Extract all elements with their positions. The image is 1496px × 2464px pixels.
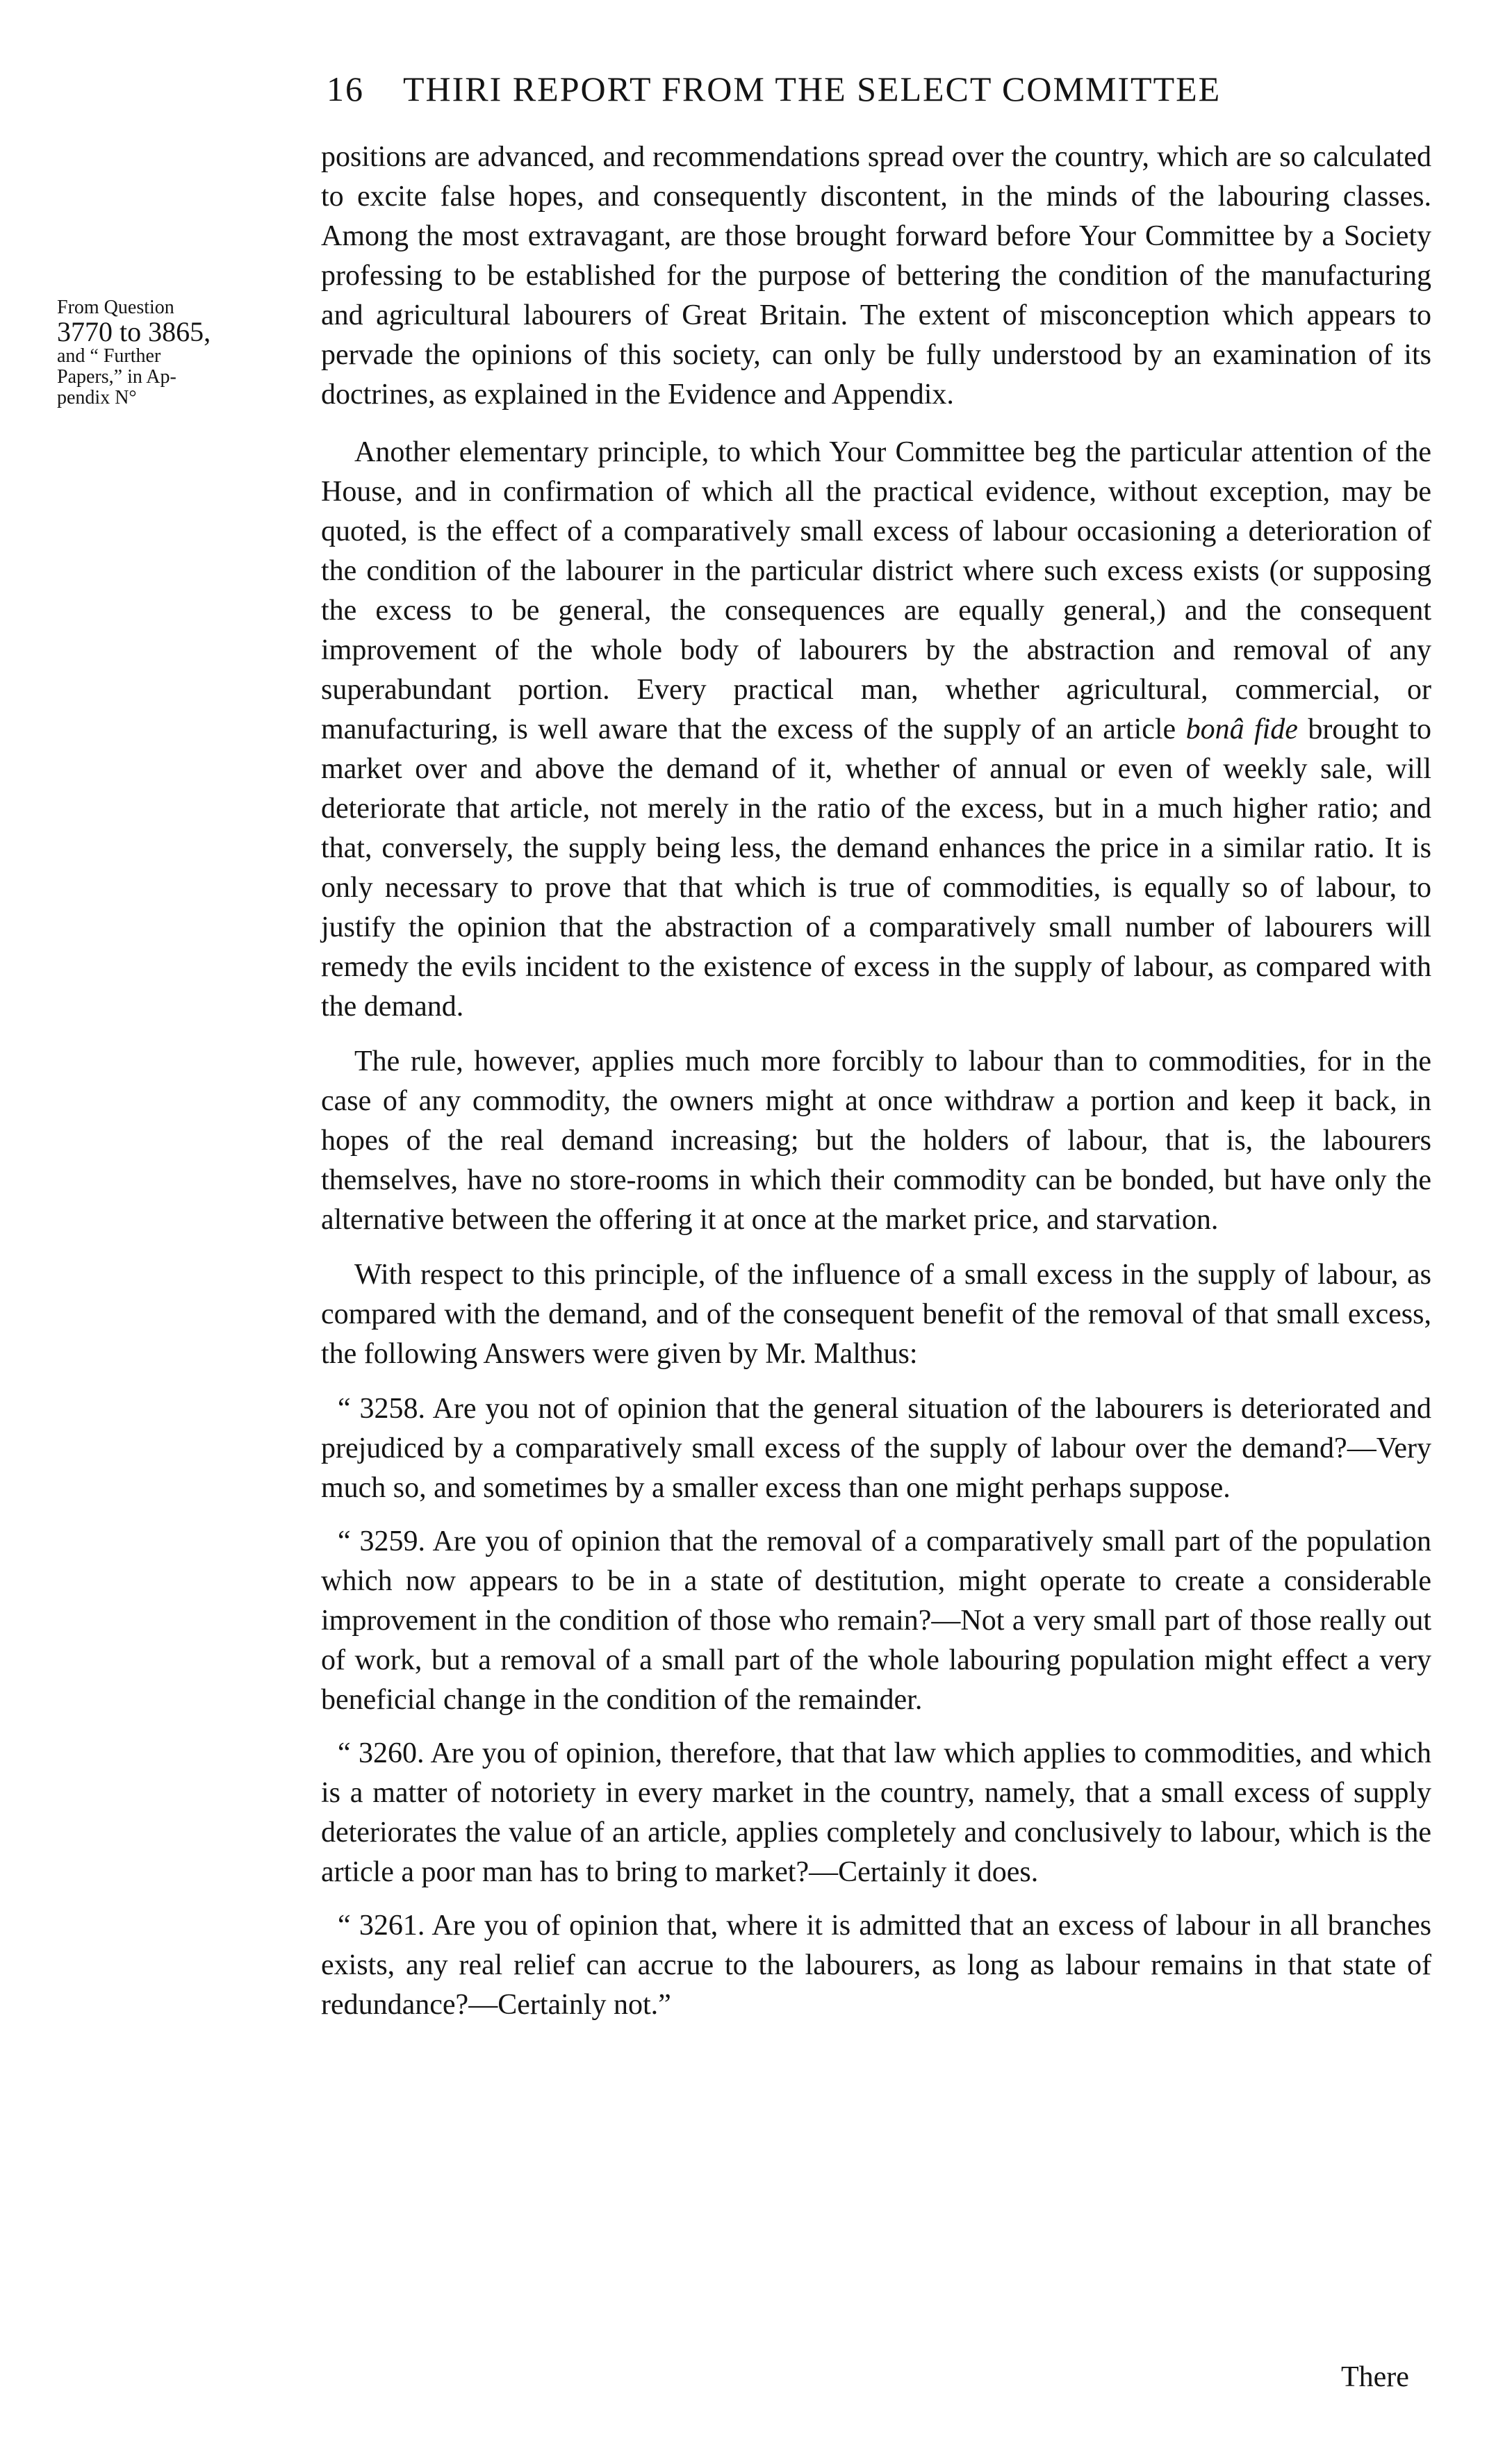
margin-note: [57, 297, 307, 408]
body-text: [321, 138, 1431, 2039]
page-number: 16: [327, 69, 364, 108]
paragraph-rule: The rule, however, applies much more forcibly to labour than to commodities, for in the case of any commodity, the owners might at once withdraw a portion and keep it back, in hopes of the real demand increasing; but the holders of labour, that is, the labourers themselves, have no store-rooms in which their commodity can be bonded, but have only the alternative between the offering it at once at the market price, and starvation.: [321, 1045, 1431, 1236]
page-header: [327, 68, 1383, 110]
margin-note-line: pendix N°: [57, 387, 137, 408]
running-title: THIRI REPORT FROM THE SELECT COMMITTEE: [403, 69, 1222, 108]
paragraph-malthus-intro: With respect to this principle, of the influence of a small excess in the supply of labour, as compared with the demand, and of the consequent benefit of the removal of that small excess, the following Answers were given by Mr. Malthus:: [321, 1259, 1431, 1370]
paragraph-text: brought to market over and above the demand of it, whether of annual or even of weekly sale, will deteriorate that article, not merely in the ratio of the excess, but in a much higher ratio; and that, conversely, the supply being less, the demand enhances the price in a similar ratio. It is only necessary to prove that that which is true of commodities, is equally so of labour, to justify the opinion that the abstraction of a comparatively small number of labourers will remedy the evils incident to the existence of excess in the supply of labour, as compared with the demand.: [321, 713, 1432, 1023]
paragraph-text: Another elementary principle, to which Your Committee beg the particular attention of the House, and in confirmation of which all the practical evidence, without exception, may be quoted, is the effect of a comparatively small excess of labour occasioning a deterioration of the condition of the labourer in the particular district where such excess exists (or supposing the excess to be general, the consequences are equally general,) and the consequent improvement of the whole body of labourers by the abstraction and removal of any superabundant portion. Every practical man, whether agricultural, commercial, or manufacturing, is well aware that the excess of the supply of an article: [321, 436, 1431, 745]
margin-note-line: From Question: [57, 297, 174, 318]
evidence-question-3258: “ 3258. Are you not of opinion that the general situation of the labourers is deteriorated and prejudiced by a comparatively small excess of the supply of labour over the demand?—Very much so, and sometimes by a smaller excess than one might perhaps suppose.: [321, 1393, 1431, 1504]
margin-note-line: and “ Further: [57, 345, 161, 367]
evidence-question-3261: “ 3261. Are you of opinion that, where it is admitted that an excess of labour in all branches exists, any real relief can accrue to the labourers, as long as labour remains in that state of redundance?—Certainly not.”: [321, 1910, 1431, 2021]
catchword: There: [1341, 2361, 1409, 2393]
paragraph-continued: positions are advanced, and recommendations spread over the country, which are so calculated to excite false hopes, and consequently discontent, in the minds of the labouring classes. Among the most extravagant, are those brought forward before Your Committee by a Society professing to be established for the purpose of bettering the condition of the manufacturing and agricultural labourers of Great Britain. The extent of misconception which appears to pervade the opinions of this society, can only be fully understood by an examination of its doctrines, as explained in the Evidence and Appendix.: [321, 141, 1431, 411]
evidence-question-3260: “ 3260. Are you of opinion, therefore, that that law which applies to commodities, and which is a matter of notoriety in every market in the country, namely, that a small excess of supply deteriorates the value of an article, applies completely and conclusively to labour, which is the article a poor man has to bring to market?—Certainly it does.: [321, 1737, 1431, 1888]
evidence-question-3259: “ 3259. Are you of opinion that the removal of a comparatively small part of the population which now appears to be in a state of destitution, might operate to create a considerable improvement in the condition of those who remain?—Not a very small part of those really out of work, but a removal of a small part of the whole labouring population might effect a very beneficial change in the condition of the remainder.: [321, 1525, 1431, 1716]
italic-phrase: bonâ fide: [1185, 713, 1298, 745]
margin-note-question-range: 3770 to 3865,: [57, 316, 211, 347]
paragraph-elementary-principle: [321, 433, 1431, 1027]
margin-note-line: Papers,” in Ap-: [57, 366, 176, 388]
